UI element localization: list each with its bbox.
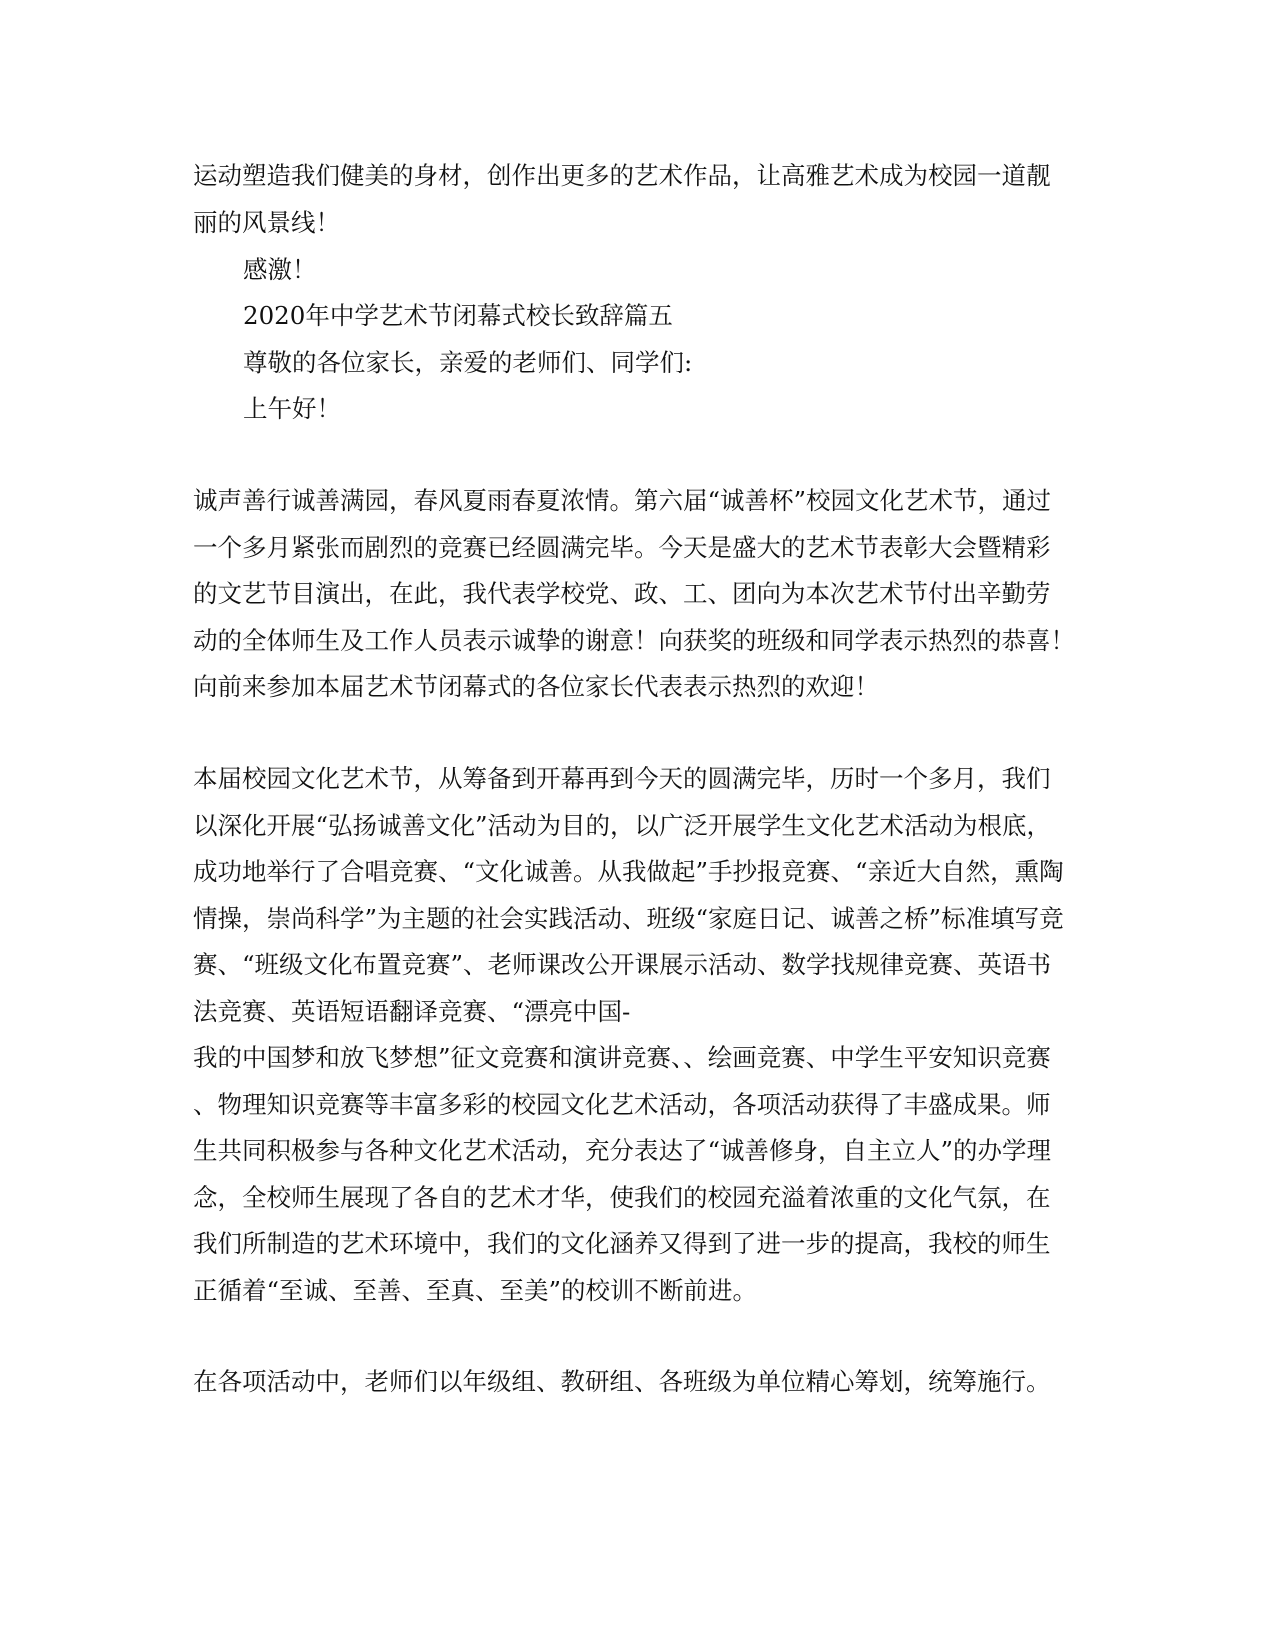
- body-line: 赛、“班级文化布置竞赛”、老师课改公开课展示活动、数学找规律竞赛、英语书: [193, 950, 1052, 979]
- body-line: 念，全校师生展现了各自的艺术才华，使我们的校园充溢着浓重的文化气氛，在: [193, 1183, 1051, 1212]
- body-line: 情操，崇尚科学”为主题的社会实践活动、班级“家庭日记、诚善之桥”标准填写竞: [193, 904, 1064, 933]
- body-line: 运动塑造我们健美的身材，创作出更多的艺术作品，让高雅艺术成为校园一道靓: [193, 161, 1051, 190]
- body-line: 、物理知识竞赛等丰富多彩的校园文化艺术活动，各项活动获得了丰盛成果。师: [193, 1090, 1051, 1119]
- section-heading: 2020年中学艺术节闭幕式校长致辞篇五: [243, 301, 673, 330]
- body-line: 本届校园文化艺术节，从筹备到开幕再到今天的圆满完毕，历时一个多月，我们: [193, 764, 1051, 793]
- body-line: 正循着“至诚、至善、至真、至美”的校训不断前进。: [193, 1276, 758, 1305]
- body-line: 法竞赛、英语短语翻译竞赛、“漂亮中国-: [193, 997, 631, 1026]
- body-line: 以深化开展“弘扬诚善文化”活动为目的，以广泛开展学生文化艺术活动为根底，: [193, 811, 1052, 840]
- closing-line: 感激！: [243, 255, 317, 284]
- body-line: 我的中国梦和放飞梦想”征文竞赛和演讲竞赛、、绘画竞赛、中学生平安知识竞赛: [193, 1043, 1051, 1072]
- body-line: 的文艺节目演出，在此，我代表学校党、政、工、团向为本次艺术节付出辛勤劳: [193, 579, 1051, 608]
- body-line: 向前来参加本届艺术节闭幕式的各位家长代表表示热烈的欢迎！: [193, 672, 879, 701]
- body-line: 在各项活动中，老师们以年级组、教研组、各班级为单位精心筹划，统筹施行。: [193, 1367, 1051, 1396]
- salutation-line: 尊敬的各位家长，亲爱的老师们、同学们:: [243, 348, 693, 377]
- greeting-line: 上午好！: [243, 394, 341, 423]
- body-line: 动的全体师生及工作人员表示诚挚的谢意！向获奖的班级和同学表示热烈的恭喜！: [193, 626, 1075, 655]
- body-line: 生共同积极参与各种文化艺术活动，充分表达了“诚善修身，自主立人”的办学理: [193, 1136, 1052, 1165]
- body-line: 诚声善行诚善满园，春风夏雨春夏浓情。第六届“诚善杯”校园文化艺术节，通过: [193, 486, 1052, 515]
- body-line: 成功地举行了合唱竞赛、“文化诚善。从我做起”手抄报竞赛、“亲近大自然，熏陶: [193, 857, 1064, 886]
- body-line: 丽的风景线！: [193, 208, 340, 237]
- body-line: 我们所制造的艺术环境中，我们的文化涵养又得到了进一步的提高，我校的师生: [193, 1229, 1051, 1258]
- body-line: 一个多月紧张而剧烈的竞赛已经圆满完毕。今天是盛大的艺术节表彰大会暨精彩: [193, 533, 1051, 562]
